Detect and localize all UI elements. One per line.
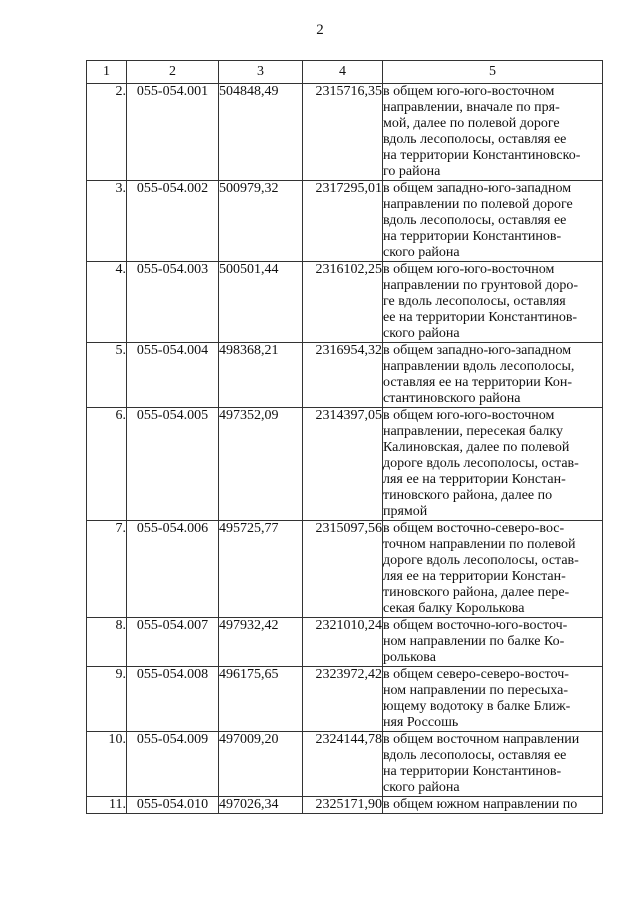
- row-number-cell: 3.: [87, 181, 127, 262]
- boundary-points-table: [86, 60, 603, 814]
- description-line: ющему водотоку в балке Ближ-: [383, 699, 571, 714]
- table-row: [87, 618, 603, 667]
- header-cell: 1: [87, 61, 127, 84]
- description-line: секая балку Королькова: [383, 601, 525, 616]
- description-line: в общем западно-юго-западном: [383, 343, 572, 358]
- row-number-cell: 6.: [87, 408, 127, 521]
- description-line: вдоль лесополосы, оставляя ее: [383, 213, 567, 228]
- table-row: [87, 667, 603, 732]
- description-cell: [383, 667, 603, 732]
- y-coordinate-cell: 2315716,35: [303, 84, 383, 181]
- point-code-cell: 055-054.001: [127, 84, 219, 181]
- x-coordinate-cell: 498368,21: [219, 343, 303, 408]
- row-number-cell: 9.: [87, 667, 127, 732]
- description-line: направлении по грунтовой доро-: [383, 278, 579, 293]
- y-coordinate-cell: 2325171,90: [303, 797, 383, 814]
- description-line: няя Россошь: [383, 715, 459, 730]
- x-coordinate-cell: 496175,65: [219, 667, 303, 732]
- description-line: ролькова: [383, 650, 436, 665]
- description-cell: [383, 343, 603, 408]
- point-code-cell: 055-054.007: [127, 618, 219, 667]
- row-number-cell: 11.: [87, 797, 127, 814]
- description-line: ном направлении по балке Ко-: [383, 634, 565, 649]
- y-coordinate-cell: 2316954,32: [303, 343, 383, 408]
- description-cell: [383, 181, 603, 262]
- y-coordinate-cell: 2324144,78: [303, 732, 383, 797]
- description-cell: [383, 732, 603, 797]
- point-code-cell: 055-054.005: [127, 408, 219, 521]
- description-line: в общем восточно-юго-восточ-: [383, 618, 568, 633]
- table-row: [87, 262, 603, 343]
- table-row: [87, 797, 603, 814]
- row-number-cell: 7.: [87, 521, 127, 618]
- x-coordinate-cell: 500501,44: [219, 262, 303, 343]
- description-line: ского района: [383, 326, 460, 341]
- table-row: [87, 521, 603, 618]
- table-row: [87, 732, 603, 797]
- description-line: тиновского района, далее по: [383, 488, 553, 503]
- point-code-cell: 055-054.002: [127, 181, 219, 262]
- row-number-cell: 8.: [87, 618, 127, 667]
- description-line: на территории Константинов-: [383, 764, 562, 779]
- description-line: ге вдоль лесополосы, оставляя: [383, 294, 566, 309]
- description-cell: [383, 262, 603, 343]
- y-coordinate-cell: 2317295,01: [303, 181, 383, 262]
- description-line: направлении вдоль лесополосы,: [383, 359, 575, 374]
- header-cell: 4: [303, 61, 383, 84]
- description-line: го района: [383, 164, 441, 179]
- row-number-cell: 5.: [87, 343, 127, 408]
- description-line: в общем северо-северо-восточ-: [383, 667, 569, 682]
- table-row: [87, 408, 603, 521]
- table-row: [87, 84, 603, 181]
- row-number-cell: 2.: [87, 84, 127, 181]
- row-number-cell: 4.: [87, 262, 127, 343]
- x-coordinate-cell: 497026,34: [219, 797, 303, 814]
- description-line: в общем юго-юго-восточном: [383, 84, 555, 99]
- description-line: ном направлении по пересыха-: [383, 683, 568, 698]
- description-line: направлении по полевой дороге: [383, 197, 573, 212]
- description-line: ляя ее на территории Констан-: [383, 569, 566, 584]
- description-line: направлении, вначале по пря-: [383, 100, 560, 115]
- point-code-cell: 055-054.008: [127, 667, 219, 732]
- table-row: [87, 343, 603, 408]
- x-coordinate-cell: 495725,77: [219, 521, 303, 618]
- description-line: прямой: [383, 504, 428, 519]
- description-line: в общем южном направлении по: [383, 797, 578, 812]
- description-cell: [383, 521, 603, 618]
- description-line: вдоль лесополосы, оставляя ее: [383, 132, 567, 147]
- description-line: Калиновская, далее по полевой: [383, 440, 570, 455]
- description-line: вдоль лесополосы, оставляя ее: [383, 748, 567, 763]
- table-row: [87, 181, 603, 262]
- description-cell: [383, 618, 603, 667]
- point-code-cell: 055-054.004: [127, 343, 219, 408]
- description-line: оставляя ее на территории Кон-: [383, 375, 573, 390]
- header-cell: 3: [219, 61, 303, 84]
- description-line: в общем восточно-северо-вос-: [383, 521, 565, 536]
- y-coordinate-cell: 2316102,25: [303, 262, 383, 343]
- description-line: ляя ее на территории Констан-: [383, 472, 566, 487]
- description-line: на территории Константиновско-: [383, 148, 581, 163]
- point-code-cell: 055-054.009: [127, 732, 219, 797]
- description-cell: [383, 84, 603, 181]
- description-line: дороге вдоль лесополосы, остав-: [383, 456, 579, 471]
- description-cell: [383, 408, 603, 521]
- description-line: ского района: [383, 780, 460, 795]
- x-coordinate-cell: 504848,49: [219, 84, 303, 181]
- x-coordinate-cell: 500979,32: [219, 181, 303, 262]
- description-line: точном направлении по полевой: [383, 537, 576, 552]
- description-line: мой, далее по полевой дороге: [383, 116, 560, 131]
- x-coordinate-cell: 497352,09: [219, 408, 303, 521]
- x-coordinate-cell: 497009,20: [219, 732, 303, 797]
- point-code-cell: 055-054.006: [127, 521, 219, 618]
- y-coordinate-cell: 2323972,42: [303, 667, 383, 732]
- description-line: дороге вдоль лесополосы, остав-: [383, 553, 579, 568]
- description-cell: [383, 797, 603, 814]
- y-coordinate-cell: 2315097,56: [303, 521, 383, 618]
- point-code-cell: 055-054.003: [127, 262, 219, 343]
- page-number: 2: [316, 22, 324, 38]
- point-code-cell: 055-054.010: [127, 797, 219, 814]
- header-cell: 5: [383, 61, 603, 84]
- description-line: стантиновского района: [383, 391, 521, 406]
- description-line: в общем западно-юго-западном: [383, 181, 572, 196]
- description-line: ского района: [383, 245, 460, 260]
- description-line: в общем восточном направлении: [383, 732, 580, 747]
- description-line: тиновского района, далее пере-: [383, 585, 570, 600]
- description-line: в общем юго-юго-восточном: [383, 408, 555, 423]
- row-number-cell: 10.: [87, 732, 127, 797]
- description-line: направлении, пересекая балку: [383, 424, 563, 439]
- y-coordinate-cell: 2321010,24: [303, 618, 383, 667]
- table-header-row: [87, 61, 603, 84]
- x-coordinate-cell: 497932,42: [219, 618, 303, 667]
- y-coordinate-cell: 2314397,05: [303, 408, 383, 521]
- header-cell: 2: [127, 61, 219, 84]
- description-line: ее на территории Константинов-: [383, 310, 578, 325]
- description-line: на территории Константинов-: [383, 229, 562, 244]
- description-line: в общем юго-юго-восточном: [383, 262, 555, 277]
